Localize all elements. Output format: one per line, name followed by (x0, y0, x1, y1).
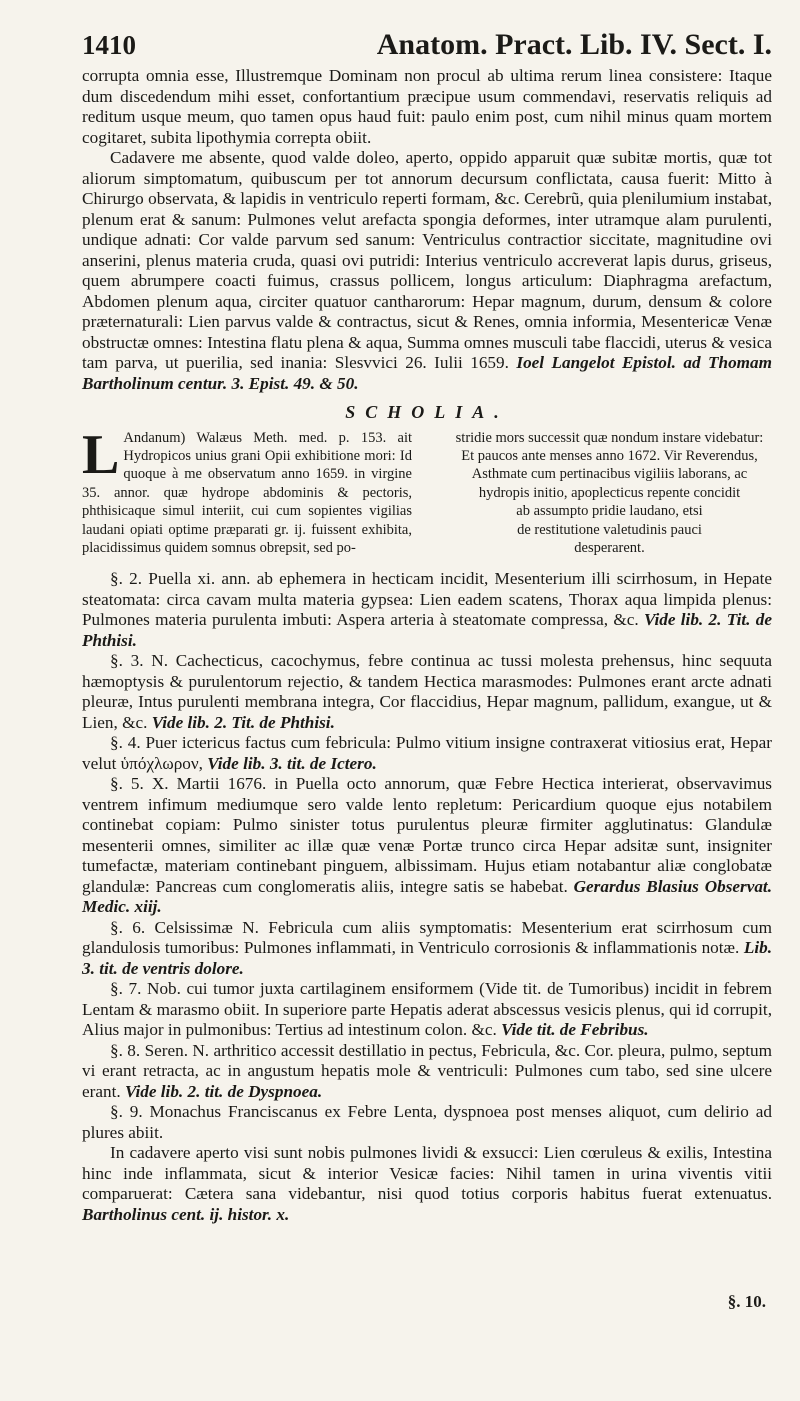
page-header (82, 28, 772, 68)
section-text: §. 7. Nob. cui tumor juxta cartilaginem ensiformem (Vide tit. de Tumoribus) incidit in febrem Lentam & marasmo obiit. In superiore parte Hepatis aderat abscessus vesicis plenus, qui id corrupit, Alius major in pulmonibus: Tertius ad intestinum colon. &c. (82, 979, 772, 1040)
scholia-columns (82, 423, 772, 558)
section-citation: Vide lib. 3. tit. de Ictero. (207, 753, 377, 773)
main-text (82, 66, 772, 1225)
section-text: §. 2. Puella xi. ann. ab ephemera in hecticam incidit, Mesenterium illi scirrhosum, in Hepate steatomata: circa cavam multa materia gypsea: Lien eadem scatens, Thorax aqua limpida plenus: Pulmones materia purulenta imbuti: Aspera arteria à steatomate compressa, &c. (82, 569, 772, 630)
section-6 (82, 918, 772, 980)
section-5 (82, 774, 772, 918)
section-citation: Vide lib. 2. Tit. de Phthisi. (82, 610, 773, 650)
section-9-autopsy (82, 1143, 772, 1225)
section-text: In cadavere aperto visi sunt nobis pulmones lividi & exsucci: Lien cœruleus & exilis, Intestina hinc inde inflammata, sicut & interior Vesicæ facies: Nihil tamen in urina viventis vitii comparuerat: Cætera sana videbantur, nisi quod totius corporis habitus fuerat extenuatus. (82, 1143, 772, 1204)
section-3 (82, 651, 772, 733)
section-2 (82, 569, 772, 651)
paragraph-2 (82, 148, 772, 394)
section-9 (82, 1102, 772, 1143)
scholia-left-column (82, 423, 412, 558)
section-citation: Bartholinus cent. ij. histor. x. (82, 1204, 290, 1224)
paragraph-1: corrupta omnia esse, Illustremque Dominam non procul ab ultima rerum linea consistere: Itaque dum discedendum mihi esset, confortantium præcipue usum commendavi, reservatis reliquis ad reditum usque meum, quo tamen opus haud fuit: paulo enim post, cum nihil minus quam mortem cogitaret, subita lipothymia correpta obiit. (82, 66, 772, 147)
scholia-right-line: ab assumpto pridie laudano, etsi (516, 503, 703, 520)
section-citation: Vide tit. de Febribus. (501, 1020, 649, 1040)
scholia-right-column (447, 429, 772, 558)
scholia-right-line: hydropis initio, apoplecticus repente concidit (478, 484, 741, 501)
scholia-right-line: Asthmate cum pertinacibus vigiliis laborans, ac (471, 466, 748, 483)
section-text: §. 9. Monachus Franciscanus ex Febre Lenta, dyspnoea post menses aliquot, cum delirio ad plures abiit. (82, 1102, 772, 1142)
section-text: §. 6. Celsissimæ N. Febricula cum aliis symptomatis: Mesenterium erat scirrhosum cum glandulosis tumoribus: Pulmones inflammati, in Ventriculo corrosionis & inflammationis notæ. (82, 917, 772, 958)
section-4 (82, 733, 772, 774)
section-citation: Vide lib. 2. Tit. de Phthisi. (151, 712, 335, 732)
scholia-left-text: Andanum) Walæus Meth. med. p. 153. ait Hydropicos unius grani Opii exhibitione mori: Id quoque à me observatum anno 1659. in virgine 35. annor. quæ hydrope abdominis & pectoris, phthisicaque simul interiit, cui cum sopientes vigilias laudani opiati optime præparati gr. ij. fuissent exhibita, placidissimus quidem somnus obrepsit, sed po- (82, 429, 412, 556)
catchword: §. 10. (727, 1292, 766, 1311)
running-title: Anatom. Pract. Lib. IV. Sect. I. (376, 28, 772, 61)
section-citation: Lib. 3. tit. de ventris dolore. (82, 938, 773, 978)
section-citation: Gerardus Blasius Observat. Medic. xiij. (82, 876, 772, 917)
section-text: §. 5. X. Martii 1676. in Puella octo annorum, quæ Febre Hectica interierat, observavimus ventrem infimum mediumque sero valde lento repletum: Pericardium quoque ejus notabilem continebat copiam: Pulmo sinister totus purulentus pleuræ firmiter agglutinatus: Glandulæ mesenterii omnes, similiter ac illæ quæ venæ Portæ trunco circa Hepar adsitæ sunt, insigniter tumefactæ, materiam continebant pinguem, albissimam. Hujus etiam notabantur aliæ conglobatæ glandulæ: Pancreas cum conglomeratis aliis, integre satis se habebat. (82, 774, 772, 896)
scholia-right-line: de restitutione valetudinis pauci (517, 521, 702, 538)
paragraph-2-citation: Ioel Langelot Epistol. ad Thomam Bartholinum centur. 3. Epist. 49. & 50. (82, 353, 772, 393)
section-text: §. 4. Puer ictericus factus cum febricula: Pulmo vitium insigne contraxerat vitiosius erat, Hepar velut ὑπόχλωρον, (82, 733, 772, 773)
drop-cap: L (82, 423, 120, 486)
scholia-right-line: Et paucos ante menses anno 1672. Vir Reverendus, (461, 447, 758, 464)
section-text: §. 3. N. Cachecticus, cacochymus, febre continua ac tussi molesta prehensus, hinc sequuta hæmoptysis & purulentorum rejectio, & tandem Hectica marasmodes: Pulmones erant arcte adnati pleuræ, Intus purulenti membrana integra, Cor flaccidius, Hepar magnum, pallidum, exangue, ut & Lien, &c. (82, 651, 772, 732)
section-citation: Vide lib. 2. tit. de Dyspnoea. (124, 1081, 323, 1101)
section-8 (82, 1041, 772, 1103)
section-7 (82, 979, 772, 1041)
page-number: 1410 (82, 30, 136, 60)
scholia-heading: SCHOLIA. (345, 402, 509, 422)
paragraph-2-text: Cadavere me absente, quod valde doleo, aperto, oppido apparuit quæ subitæ mortis, quæ tot aliorum simptomatum, quibuscum per tot annorum decursum conflictata, causa fuerit: Mitto à Chirurgo observata, & lapidis in ventriculo reperti formam, &c. Cerebrũ, quia plenilumium instabat, plenum erat & sanum: Pulmones velut arefacta spongia deformes, inter utramque alam purulenti, undique adnati: Cor valde parvum sed sanum: Ventriculus contractior siccitate, magnitudine ovi anserini, plenus materia cruda, quasi ovi putridi: Interius ventriculo accreverat lapis durus, griseus, quem abrumpere coacti fuimus, crassus pollicem, longus articulum: Diaphragma arefactum, Abdomen plenum aqua, circiter quatuor cantharorum: Hepar magnum, durum, densum & colore præternaturali: Lien parvus valde & contractus, sicut & Renes, omnia informia, Mesentericæ Venæ obstructæ omnes: Intestina flatu plena & aqua, Summa omnes musculi tabe flaccidi, uterus & vesica tam parva, ut puerilia, sed inania: Slesvvici 26. Iulii 1659. (82, 148, 772, 372)
scholia-right-line: desperarent. (574, 539, 645, 556)
scholia-right-line: stridie mors successit quæ nondum instare videbatur: (455, 429, 764, 446)
section-text: §. 8. Seren. N. arthritico accessit destillatio in pectus, Febricula, &c. Cor. pleura, pulmo, septum vi erant retracta, ac in angustum hepatis mole & ventriculi: Pulmones cum tabo, sed sine ulcere erant. (82, 1040, 772, 1101)
